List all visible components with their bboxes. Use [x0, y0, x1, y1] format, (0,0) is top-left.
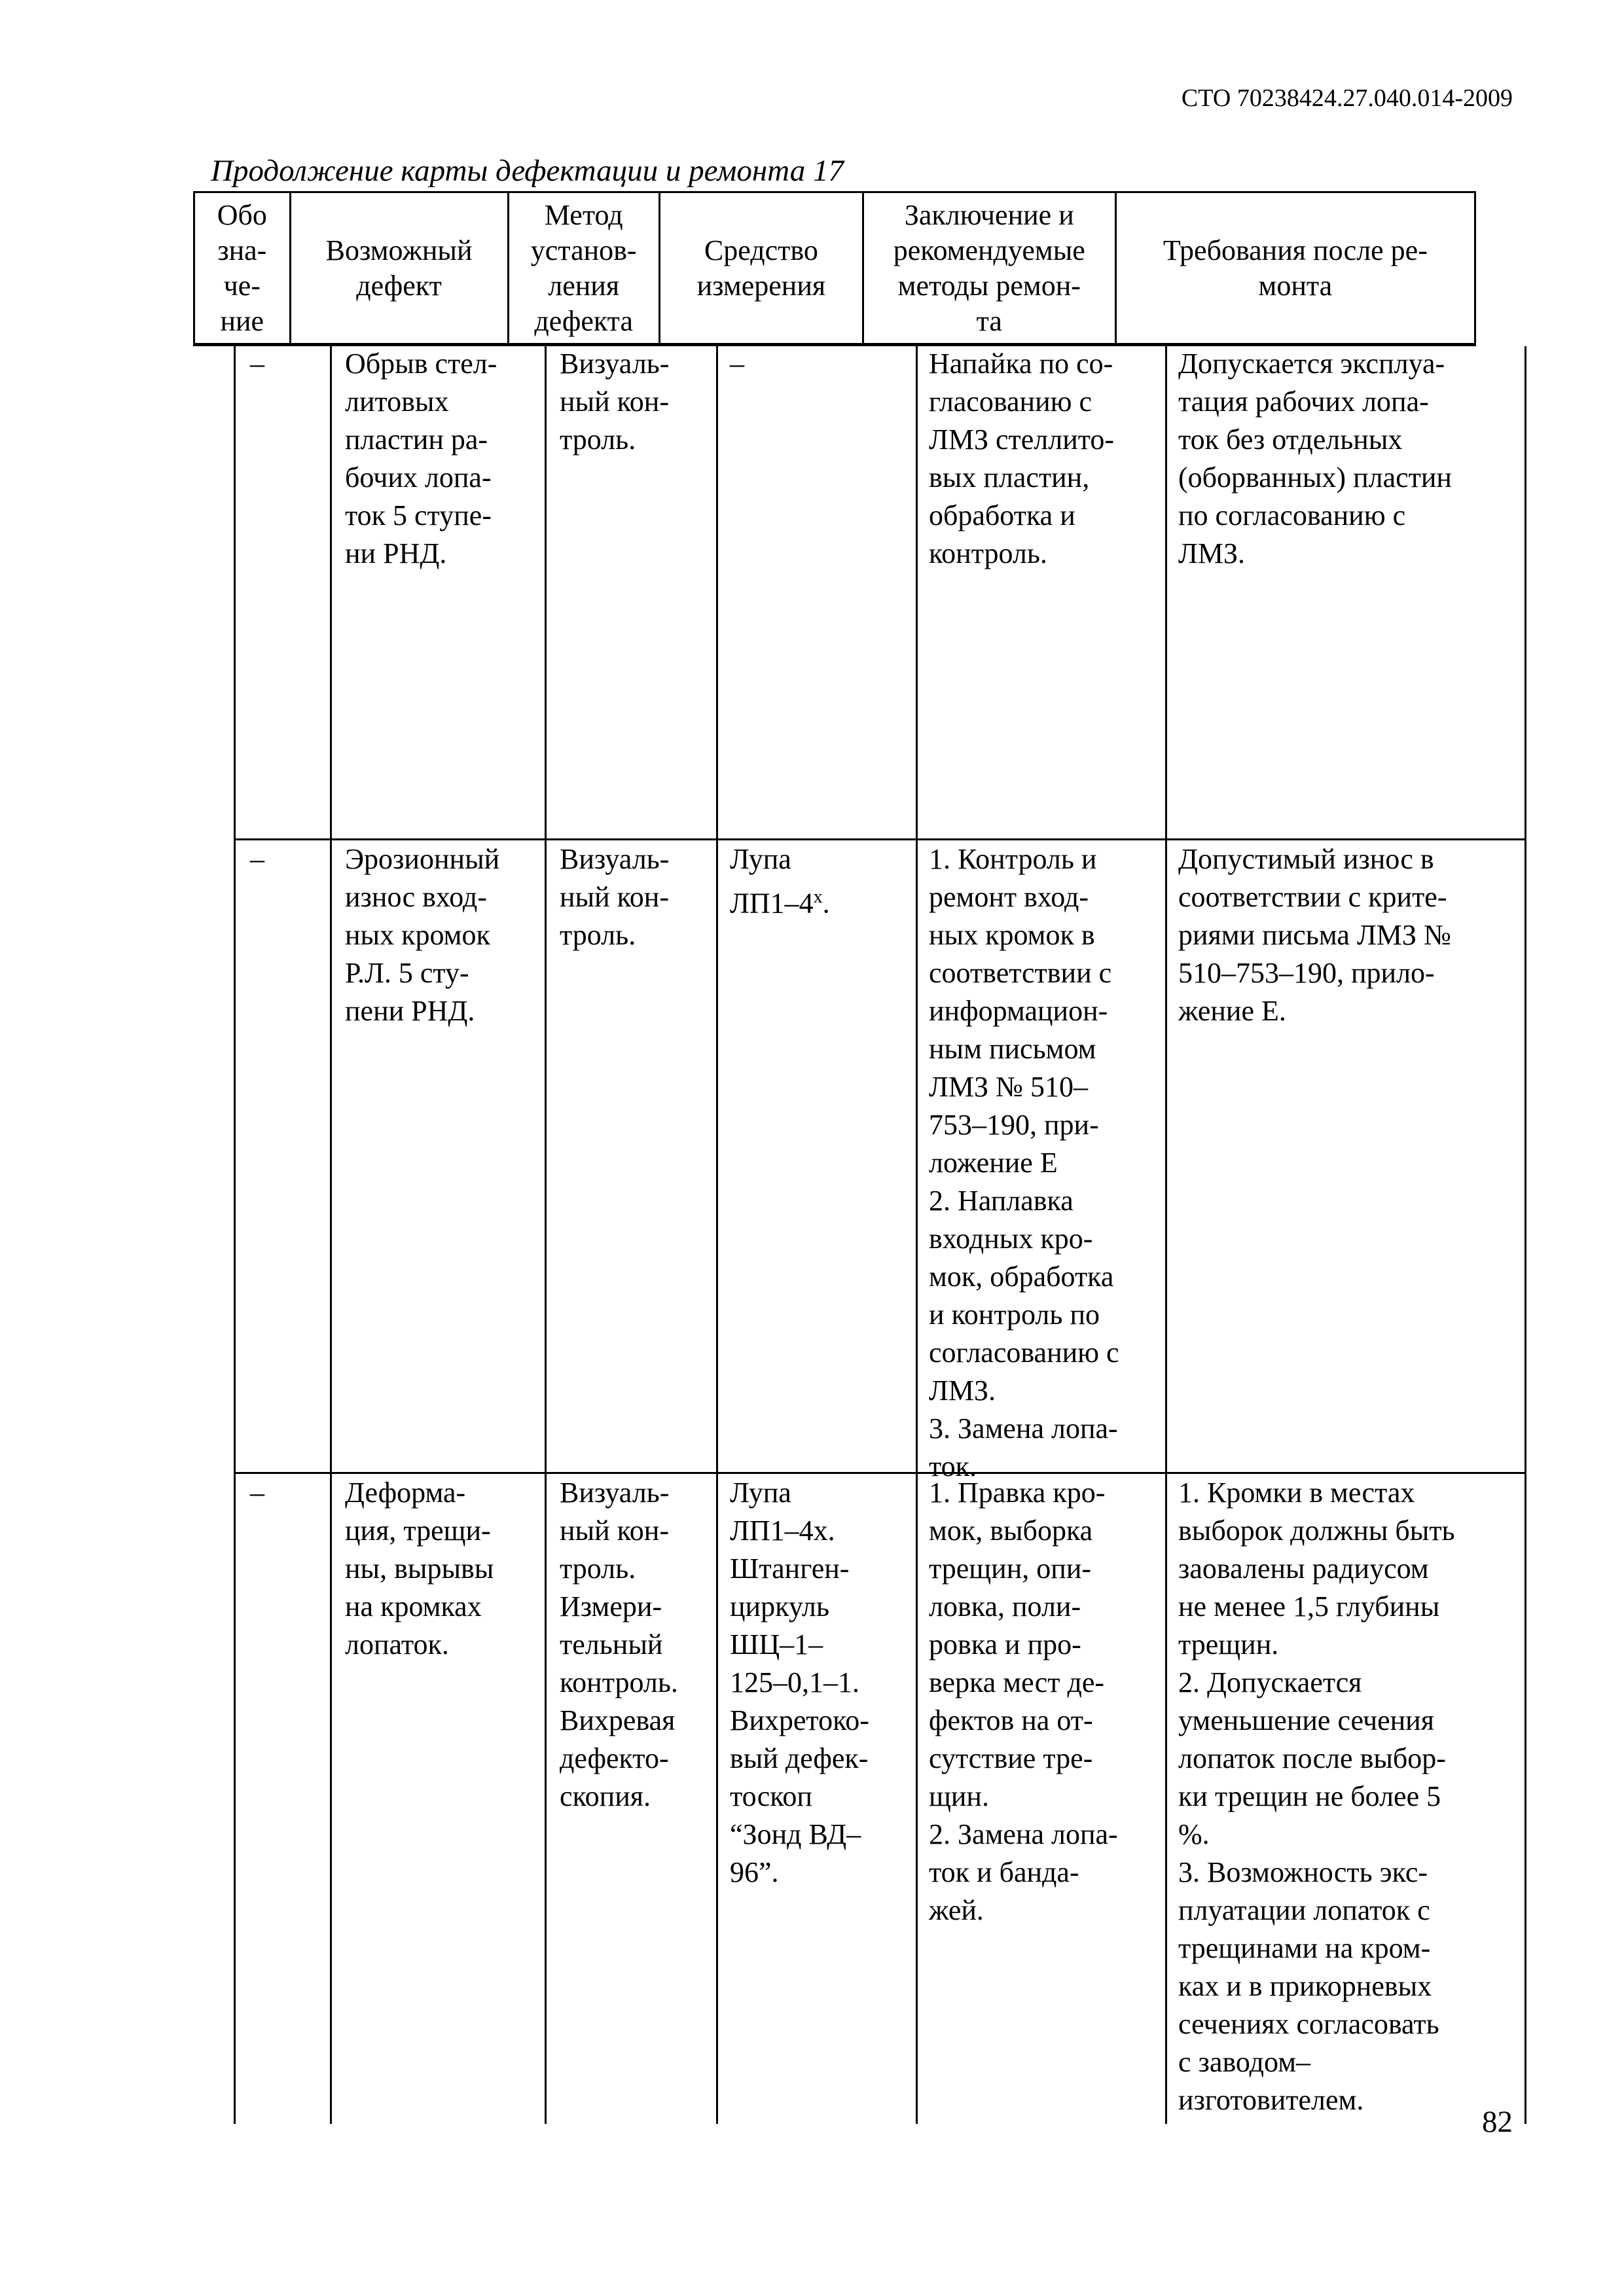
- row2-tool: Лупа $ЛП1-4^х$.: [730, 843, 830, 920]
- row3-defect: Деформа- ция, трещи- ны, вырывы на кромках лопаток.: [345, 1477, 494, 1660]
- document-code: СТО 70238424.27.040.014-2009: [1181, 84, 1513, 112]
- column-divider: [234, 346, 236, 2124]
- table-caption: Продолжение карты дефектации и ремонта 17: [211, 154, 844, 188]
- header-conclusion: Заключение и рекомендуемые методы ремон- та: [864, 193, 1117, 343]
- row1-conclusion: Напайка по со- гласованию с ЛМЗ стеллито- вых пластин, обработка и контроль.: [929, 348, 1115, 569]
- row1-tool: –: [730, 348, 744, 380]
- row2-defect: Эрозионный износ вход- ных кромок Р.Л. 5 сту- пени РНД.: [345, 843, 500, 1027]
- row2-designation: –: [250, 843, 264, 875]
- row2-conclusion: 1. Контроль и ремонт вход- ных кромок в соответствии с информацион- ным письмом ЛМЗ № 510– 753–190, при- ложение Е 2. Наплавка входных кро- мок, обработка и контроль по согласованию с ЛМЗ. 3. Замена лопа- ток.: [929, 843, 1119, 1482]
- table-header: [193, 191, 1476, 346]
- header-method: Метод установ- ления дефекта: [509, 193, 660, 343]
- row3-conclusion: 1. Правка кро- мок, выборка трещин, опи- ловка, поли- ровка и про- верка мест де- фектов на от- сутствие тре- щин. 2. Замена лопа- ток и банда- жей.: [929, 1477, 1118, 1926]
- header-designation: Обо зна- че- ние: [195, 193, 291, 343]
- row1-designation: –: [250, 348, 264, 380]
- column-divider: [330, 346, 332, 2124]
- header-requirements: Требования после ре- монта: [1163, 234, 1428, 302]
- row2-requirements: Допустимый износ в соответствии с крите- риями письма ЛМЗ № 510–753–190, прило- жение Е.: [1178, 843, 1451, 1027]
- header-defect: Возможный дефект: [291, 193, 509, 343]
- row3-method: Визуаль- ный кон- троль. Измери- тельный контроль. Вихревая дефекто- скопия.: [560, 1477, 678, 1812]
- column-divider: [716, 346, 718, 2124]
- row1-defect: Обрыв стел- литовых пластин ра- бочих лопа- ток 5 ступе- ни РНД.: [345, 348, 497, 569]
- column-divider: [545, 346, 547, 2124]
- row1-requirements: Допускается эксплуа- тация рабочих лопа- ток без отдельных (оборванных) пластин по согласованию с ЛМЗ.: [1178, 348, 1452, 569]
- column-divider: [916, 346, 918, 2124]
- row2-method: Визуаль- ный кон- троль.: [560, 843, 670, 951]
- row3-tool: Лупа ЛП1–4х. Штанген- циркуль ШЦ–1– 125–0,1–1. Вихретоко- вый дефек- тоскоп “Зонд ВД– 96”.: [730, 1477, 869, 1888]
- column-divider: [1525, 346, 1526, 2124]
- page-number: 82: [1482, 2105, 1513, 2139]
- header-tool: Средство измерения: [660, 193, 864, 343]
- row1-method: Визуаль- ный кон- троль.: [560, 348, 670, 456]
- row3-designation: –: [250, 1477, 264, 1509]
- row3-requirements: 1. Кромки в местах выборок должны быть заовалены радиусом не менее 1,5 глубины трещин. 2. Допускается уменьшение сечения лопаток после выбор- ки трещин не более 5 %. 3. Возможность экс- плуатации лопаток с трещинами на кром- ках и в прикорневых сечениях согласовать с заводом– изготовителем.: [1178, 1477, 1455, 2116]
- table-body: [234, 346, 1526, 2124]
- column-divider: [1165, 346, 1167, 2124]
